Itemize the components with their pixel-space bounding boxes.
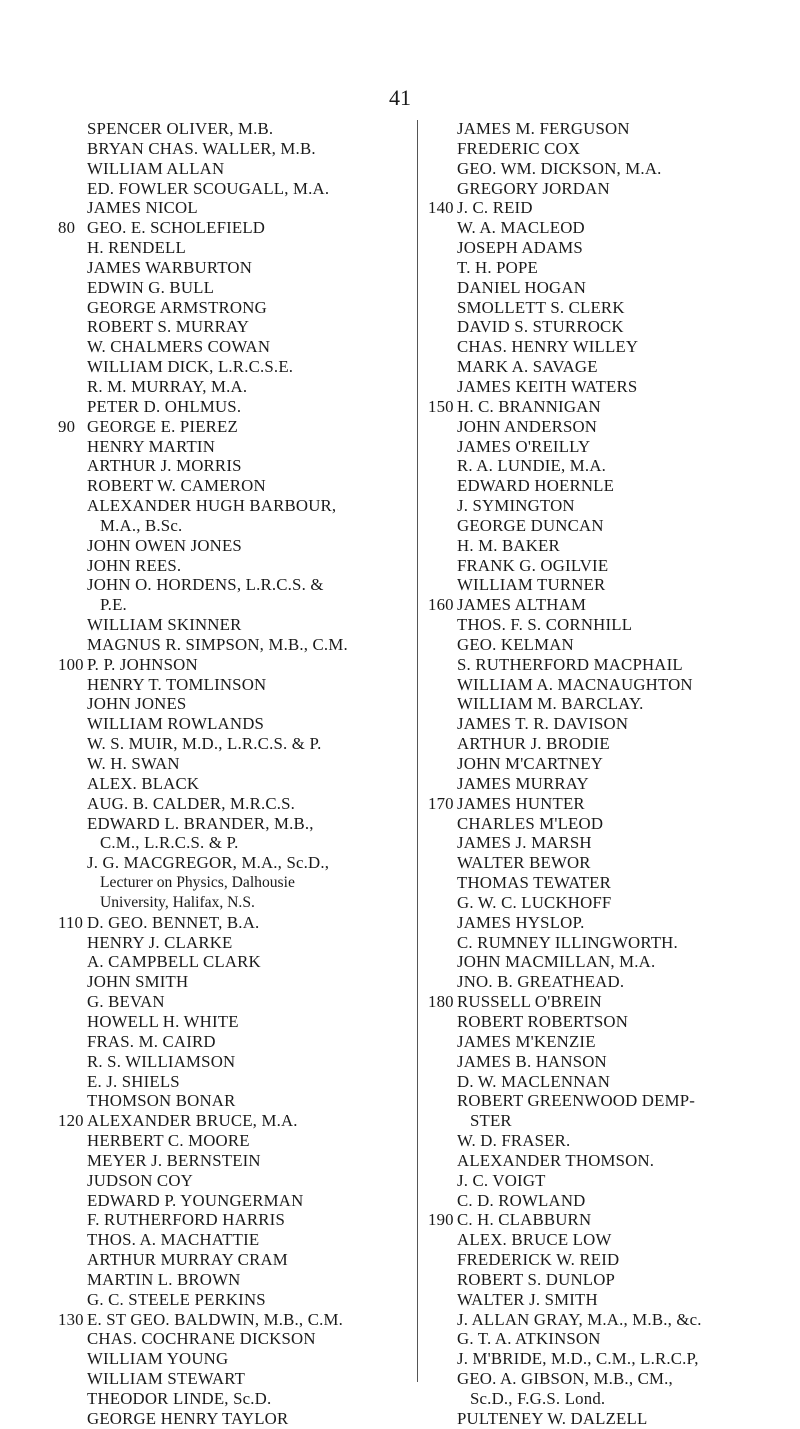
list-item: [58, 337, 416, 357]
entry-name: T. H. POPE: [457, 257, 538, 277]
list-item: [428, 278, 773, 298]
entry-name: WILLIAM YOUNG: [87, 1349, 229, 1369]
list-item: [428, 873, 773, 893]
entry-name: THOS. A. MACHATTIE: [87, 1230, 260, 1250]
entry-name: WILLIAM TURNER: [457, 575, 606, 595]
list-item: [428, 1250, 773, 1270]
entry-name: THOMAS TEWATER: [457, 873, 611, 893]
list-item: [58, 377, 416, 397]
list-item: [428, 734, 773, 754]
list-item: [428, 694, 773, 714]
entry-name: WILLIAM ALLAN: [87, 158, 225, 178]
entry-number: 130: [58, 1309, 84, 1329]
entry-number: 150: [428, 396, 454, 416]
list-item: [58, 1329, 416, 1349]
list-item: [58, 853, 416, 873]
entry-name: ED. FOWLER SCOUGALL, M.A.: [87, 178, 330, 198]
entry-name: C. H. CLABBURN: [457, 1210, 592, 1230]
list-item: [428, 933, 773, 953]
entry-name: Sc.D., F.G.S. Lond.: [470, 1389, 606, 1408]
entry-name: GEO. A. GIBSON, M.B., CM.,: [457, 1369, 673, 1389]
entry-name: JAMES KEITH WATERS: [457, 376, 638, 396]
entry-name: JAMES ALTHAM: [457, 595, 587, 615]
entry-name: JOHN OWEN JONES: [87, 535, 242, 555]
list-item: [428, 476, 773, 496]
entry-name: JAMES HYSLOP.: [457, 912, 585, 932]
entry-name: HENRY J. CLARKE: [87, 932, 233, 952]
entry-name: ROBERT S. DUNLOP: [457, 1269, 616, 1289]
entry-name: THOS. F. S. CORNHILL: [457, 615, 633, 635]
list-item: [58, 575, 416, 595]
entry-name: EDWARD P. YOUNGERMAN: [87, 1190, 304, 1210]
entry-name: ALEXANDER THOMSON.: [457, 1150, 655, 1170]
entry-number: 100: [58, 654, 84, 674]
list-item: [428, 1072, 773, 1092]
list-item: [58, 1032, 416, 1052]
list-item: [428, 1389, 773, 1409]
list-item: [58, 218, 416, 238]
entry-name: A. CAMPBELL CLARK: [87, 952, 261, 972]
list-item: [58, 1409, 416, 1429]
list-item: [58, 873, 416, 893]
entry-name: SMOLLETT S. CLERK: [457, 297, 625, 317]
list-item: [58, 913, 416, 933]
entry-name: J. G. MACGREGOR, M.A., Sc.D.,: [87, 853, 330, 873]
list-item: [428, 218, 773, 238]
entry-name: CHAS. HENRY WILLEY: [457, 337, 639, 357]
list-item: [428, 357, 773, 377]
list-item: [58, 1230, 416, 1250]
entry-name: GEO. KELMAN: [457, 634, 574, 654]
list-item: [58, 238, 416, 258]
entry-name: W. A. MACLEOD: [457, 218, 585, 238]
list-item: [428, 377, 773, 397]
entry-name: ALEX. BLACK: [87, 773, 200, 793]
entry-name: STER: [470, 1111, 512, 1131]
list-item: [58, 714, 416, 734]
list-item: [58, 476, 416, 496]
entry-name: GREGORY JORDAN: [457, 178, 610, 198]
list-item: [58, 635, 416, 655]
list-item: [428, 456, 773, 476]
entry-name: ARTHUR MURRAY CRAM: [87, 1250, 288, 1270]
list-item: [428, 179, 773, 199]
entry-name: S. RUTHERFORD MACPHAIL: [457, 654, 683, 674]
entry-name: W. H. SWAN: [87, 754, 180, 773]
list-item: [428, 595, 773, 615]
entry-name: WALTER BEWOR: [457, 853, 591, 873]
list-item: [428, 1032, 773, 1052]
list-item: [58, 1389, 416, 1409]
list-item: [58, 159, 416, 179]
entry-name: F. RUTHERFORD HARRIS: [87, 1210, 286, 1230]
entry-number: 170: [428, 793, 454, 813]
entry-name: ALEXANDER HUGH BARBOUR,: [87, 496, 337, 516]
list-item: [428, 556, 773, 576]
entry-name: Lecturer on Physics, Dalhousie: [100, 874, 295, 892]
entry-name: University, Halifax, N.S.: [100, 893, 255, 911]
entry-name: ROBERT ROBERTSON: [457, 1011, 629, 1031]
list-item: [428, 1210, 773, 1230]
entry-name: FRANK G. OGILVIE: [457, 555, 609, 575]
entry-name: HOWELL H. WHITE: [87, 1011, 239, 1031]
list-item: [428, 1369, 773, 1389]
entry-name: JOHN O. HORDENS, L.R.C.S. &: [87, 575, 324, 595]
entry-name: J. C. REID: [457, 198, 533, 218]
list-item: [58, 595, 416, 615]
entry-name: MARK A. SAVAGE: [457, 357, 598, 377]
left-column: [58, 119, 416, 1429]
entry-name: BRYAN CHAS. WALLER, M.B.: [87, 138, 316, 158]
list-item: [428, 814, 773, 834]
list-item: [428, 1171, 773, 1191]
entry-number: 140: [428, 198, 454, 218]
entry-name: PETER D. OHLMUS.: [87, 396, 242, 416]
entry-name: HENRY T. TOMLINSON: [87, 674, 267, 694]
list-item: [58, 556, 416, 576]
list-item: [58, 1111, 416, 1131]
list-item: [58, 754, 416, 774]
entry-name: C.M., L.R.C.S. & P.: [100, 833, 239, 853]
entry-name: GEORGE ARMSTRONG: [87, 297, 267, 317]
list-item: [58, 496, 416, 516]
entry-name: H. M. BAKER: [457, 535, 560, 555]
entry-name: JOSEPH ADAMS: [457, 238, 583, 258]
list-item: [428, 1409, 773, 1429]
entry-name: G. BEVAN: [87, 992, 165, 1012]
list-item: [428, 1091, 773, 1111]
entry-number: 180: [428, 992, 454, 1012]
entry-name: JNO. B. GREATHEAD.: [457, 972, 625, 992]
entry-name: JOHN MACMILLAN, M.A.: [457, 952, 656, 972]
entry-name: G. C. STEELE PERKINS: [87, 1289, 266, 1309]
list-item: [58, 298, 416, 318]
list-item: [58, 1250, 416, 1270]
entry-name: JOHN JONES: [87, 694, 187, 714]
list-item: [58, 139, 416, 159]
entry-name: WILLIAM A. MACNAUGHTON: [457, 674, 693, 694]
entry-name: JAMES MURRAY: [457, 773, 589, 793]
right-column: [428, 119, 773, 1429]
entry-name: P.E.: [100, 595, 127, 615]
entry-name: WILLIAM DICK, L.R.C.S.E.: [87, 357, 294, 377]
list-item: [428, 1310, 773, 1330]
entry-name: R. A. LUNDIE, M.A.: [457, 456, 607, 476]
entry-name: AUG. B. CALDER, M.R.C.S.: [87, 793, 296, 813]
list-item: [58, 933, 416, 953]
entry-name: SPENCER OLIVER, M.B.: [87, 119, 274, 138]
list-item: [58, 278, 416, 298]
entry-name: MEYER J. BERNSTEIN: [87, 1150, 261, 1170]
list-item: [58, 833, 416, 853]
entry-name: WILLIAM SKINNER: [87, 615, 242, 635]
entry-name: J. SYMINGTON: [457, 496, 575, 516]
entry-name: JOHN M'CARTNEY: [457, 754, 604, 773]
list-item: [58, 1369, 416, 1389]
list-item: [428, 833, 773, 853]
entry-name: FRAS. M. CAIRD: [87, 1031, 216, 1051]
list-item: [58, 734, 416, 754]
list-item: [58, 456, 416, 476]
list-item: [428, 1230, 773, 1250]
list-item: [58, 258, 416, 278]
entry-name: JAMES T. R. DAVISON: [457, 714, 629, 734]
list-item: [58, 675, 416, 695]
entry-name: PULTENEY W. DALZELL: [457, 1408, 648, 1428]
list-item: [428, 159, 773, 179]
entry-number: 160: [428, 595, 454, 615]
list-item: [428, 635, 773, 655]
list-item: [58, 1310, 416, 1330]
column-divider: [417, 120, 418, 1382]
entry-name: J. C. VOIGT: [457, 1170, 546, 1190]
list-item: [428, 615, 773, 635]
entry-name: HERBERT C. MOORE: [87, 1131, 250, 1151]
entry-name: JAMES B. HANSON: [457, 1051, 607, 1071]
entry-name: JOHN REES.: [87, 555, 182, 575]
list-item: [58, 397, 416, 417]
entry-name: DAVID S. STURROCK: [457, 317, 624, 337]
entry-name: G. T. A. ATKINSON: [457, 1329, 601, 1349]
entry-name: ALEXANDER BRUCE, M.A.: [87, 1111, 298, 1131]
list-item: [428, 198, 773, 218]
entry-name: THOMSON BONAR: [87, 1091, 236, 1111]
list-item: [58, 1012, 416, 1032]
list-item: [58, 1052, 416, 1072]
entry-name: ARTHUR J. BRODIE: [457, 734, 610, 754]
entry-number: 90: [58, 416, 76, 436]
entry-name: GEORGE E. PIEREZ: [87, 416, 238, 436]
entry-name: R. M. MURRAY, M.A.: [87, 376, 248, 396]
entry-name: ROBERT W. CAMERON: [87, 476, 266, 496]
list-item: [428, 655, 773, 675]
list-item: [58, 992, 416, 1012]
entry-name: C. RUMNEY ILLINGWORTH.: [457, 932, 678, 952]
entry-name: RUSSELL O'BREIN: [457, 992, 602, 1012]
entry-name: W. S. MUIR, M.D., L.R.C.S. & P.: [87, 734, 322, 754]
entry-name: THEODOR LINDE, Sc.D.: [87, 1389, 272, 1408]
entry-name: ROBERT GREENWOOD DEMP-: [457, 1091, 696, 1111]
list-item: [428, 1151, 773, 1171]
entry-name: MARTIN L. BROWN: [87, 1269, 241, 1289]
list-item: [428, 1349, 773, 1369]
entry-name: D. GEO. BENNET, B.A.: [87, 912, 260, 932]
list-item: [428, 437, 773, 457]
entry-name: EDWIN G. BULL: [87, 277, 215, 297]
entry-name: GEO. WM. DICKSON, M.A.: [457, 158, 662, 178]
list-item: [58, 179, 416, 199]
list-item: [58, 1349, 416, 1369]
list-item: [58, 972, 416, 992]
list-item: [58, 536, 416, 556]
entry-name: JAMES NICOL: [87, 198, 198, 218]
list-item: [428, 516, 773, 536]
entry-name: HENRY MARTIN: [87, 436, 216, 456]
entry-name: R. S. WILLIAMSON: [87, 1051, 236, 1071]
entry-name: JAMES M. FERGUSON: [457, 119, 630, 138]
entry-name: FREDERICK W. REID: [457, 1250, 620, 1270]
entry-name: JAMES HUNTER: [457, 793, 585, 813]
entry-name: CHARLES M'LEOD: [457, 813, 604, 833]
entry-name: D. W. MACLENNAN: [457, 1071, 611, 1091]
entry-name: WALTER J. SMITH: [457, 1289, 598, 1309]
list-item: [58, 1072, 416, 1092]
list-item: [58, 317, 416, 337]
list-item: [58, 694, 416, 714]
entry-name: E. J. SHIELS: [87, 1071, 180, 1091]
list-item: [58, 774, 416, 794]
list-item: [428, 913, 773, 933]
entry-name: P. P. JOHNSON: [87, 654, 198, 674]
list-item: [428, 1111, 773, 1131]
entry-name: H. RENDELL: [87, 238, 186, 258]
list-item: [58, 119, 416, 139]
entry-name: JOHN ANDERSON: [457, 416, 598, 436]
entry-number: 190: [428, 1210, 454, 1230]
entry-name: JOHN SMITH: [87, 972, 189, 992]
list-item: [428, 536, 773, 556]
page-number: 41: [389, 85, 411, 110]
entry-name: J. ALLAN GRAY, M.A., M.B., &c.: [457, 1309, 702, 1329]
list-item: [428, 1329, 773, 1349]
list-item: [58, 357, 416, 377]
list-item: [58, 1171, 416, 1191]
entry-name: JAMES O'REILLY: [457, 436, 591, 456]
entry-name: GEORGE HENRY TAYLOR: [87, 1408, 289, 1428]
list-item: [428, 952, 773, 972]
entry-name: G. W. C. LUCKHOFF: [457, 892, 612, 912]
entry-name: E. ST GEO. BALDWIN, M.B., C.M.: [87, 1309, 344, 1329]
list-item: [58, 516, 416, 536]
list-item: [428, 317, 773, 337]
entry-name: W. CHALMERS COWAN: [87, 337, 271, 357]
entry-number: 110: [58, 912, 84, 932]
entry-name: GEORGE DUNCAN: [457, 515, 604, 535]
list-item: [58, 1151, 416, 1171]
list-item: [58, 794, 416, 814]
list-item: [428, 298, 773, 318]
list-item: [58, 655, 416, 675]
list-item: [428, 1270, 773, 1290]
list-item: [58, 417, 416, 437]
list-item: [428, 1012, 773, 1032]
list-item: [428, 754, 773, 774]
list-item: [58, 615, 416, 635]
list-item: [428, 119, 773, 139]
list-item: [428, 258, 773, 278]
list-item: [428, 675, 773, 695]
list-item: [428, 972, 773, 992]
entry-name: MAGNUS R. SIMPSON, M.B., C.M.: [87, 634, 348, 654]
list-item: [428, 992, 773, 1012]
list-item: [428, 774, 773, 794]
entry-name: GEO. E. SCHOLEFIELD: [87, 218, 266, 238]
list-item: [428, 238, 773, 258]
entry-name: M.A., B.Sc.: [100, 515, 183, 535]
list-item: [58, 814, 416, 834]
entry-number: 120: [58, 1111, 84, 1131]
list-item: [58, 1270, 416, 1290]
entry-name: DANIEL HOGAN: [457, 277, 587, 297]
entry-name: CHAS. COCHRANE DICKSON: [87, 1329, 316, 1349]
list-item: [58, 1131, 416, 1151]
entry-name: ALEX. BRUCE LOW: [457, 1230, 612, 1250]
list-item: [428, 417, 773, 437]
list-item: [428, 714, 773, 734]
list-item: [58, 437, 416, 457]
entry-name: C. D. ROWLAND: [457, 1190, 586, 1210]
entry-name: H. C. BRANNIGAN: [457, 396, 601, 416]
entry-name: JAMES M'KENZIE: [457, 1031, 596, 1051]
list-item: [428, 1290, 773, 1310]
list-item: [58, 1091, 416, 1111]
list-item: [428, 1131, 773, 1151]
list-item: [428, 575, 773, 595]
entry-number: 80: [58, 218, 76, 238]
list-item: [428, 397, 773, 417]
list-item: [428, 893, 773, 913]
list-item: [58, 893, 416, 913]
entry-name: EDWARD L. BRANDER, M.B.,: [87, 813, 314, 833]
entry-name: W. D. FRASER.: [457, 1131, 571, 1151]
entry-name: JUDSON COY: [87, 1170, 193, 1190]
list-item: [428, 337, 773, 357]
list-item: [58, 1210, 416, 1230]
list-item: [58, 198, 416, 218]
list-item: [58, 1290, 416, 1310]
entry-name: JAMES J. MARSH: [457, 833, 592, 853]
list-item: [428, 853, 773, 873]
entry-name: FREDERIC COX: [457, 138, 581, 158]
entry-name: JAMES WARBURTON: [87, 257, 253, 277]
list-item: [428, 139, 773, 159]
list-item: [428, 496, 773, 516]
entry-name: WILLIAM ROWLANDS: [87, 714, 265, 734]
entry-name: WILLIAM STEWART: [87, 1369, 246, 1389]
entry-name: EDWARD HOERNLE: [457, 476, 615, 496]
list-item: [428, 794, 773, 814]
list-item: [428, 1052, 773, 1072]
entry-name: ARTHUR J. MORRIS: [87, 456, 242, 476]
list-item: [58, 1191, 416, 1211]
entry-name: J. M'BRIDE, M.D., C.M., L.R.C.P,: [457, 1349, 699, 1369]
entry-name: WILLIAM M. BARCLAY.: [457, 694, 644, 714]
list-item: [428, 1191, 773, 1211]
entry-name: ROBERT S. MURRAY: [87, 317, 250, 337]
list-item: [58, 952, 416, 972]
